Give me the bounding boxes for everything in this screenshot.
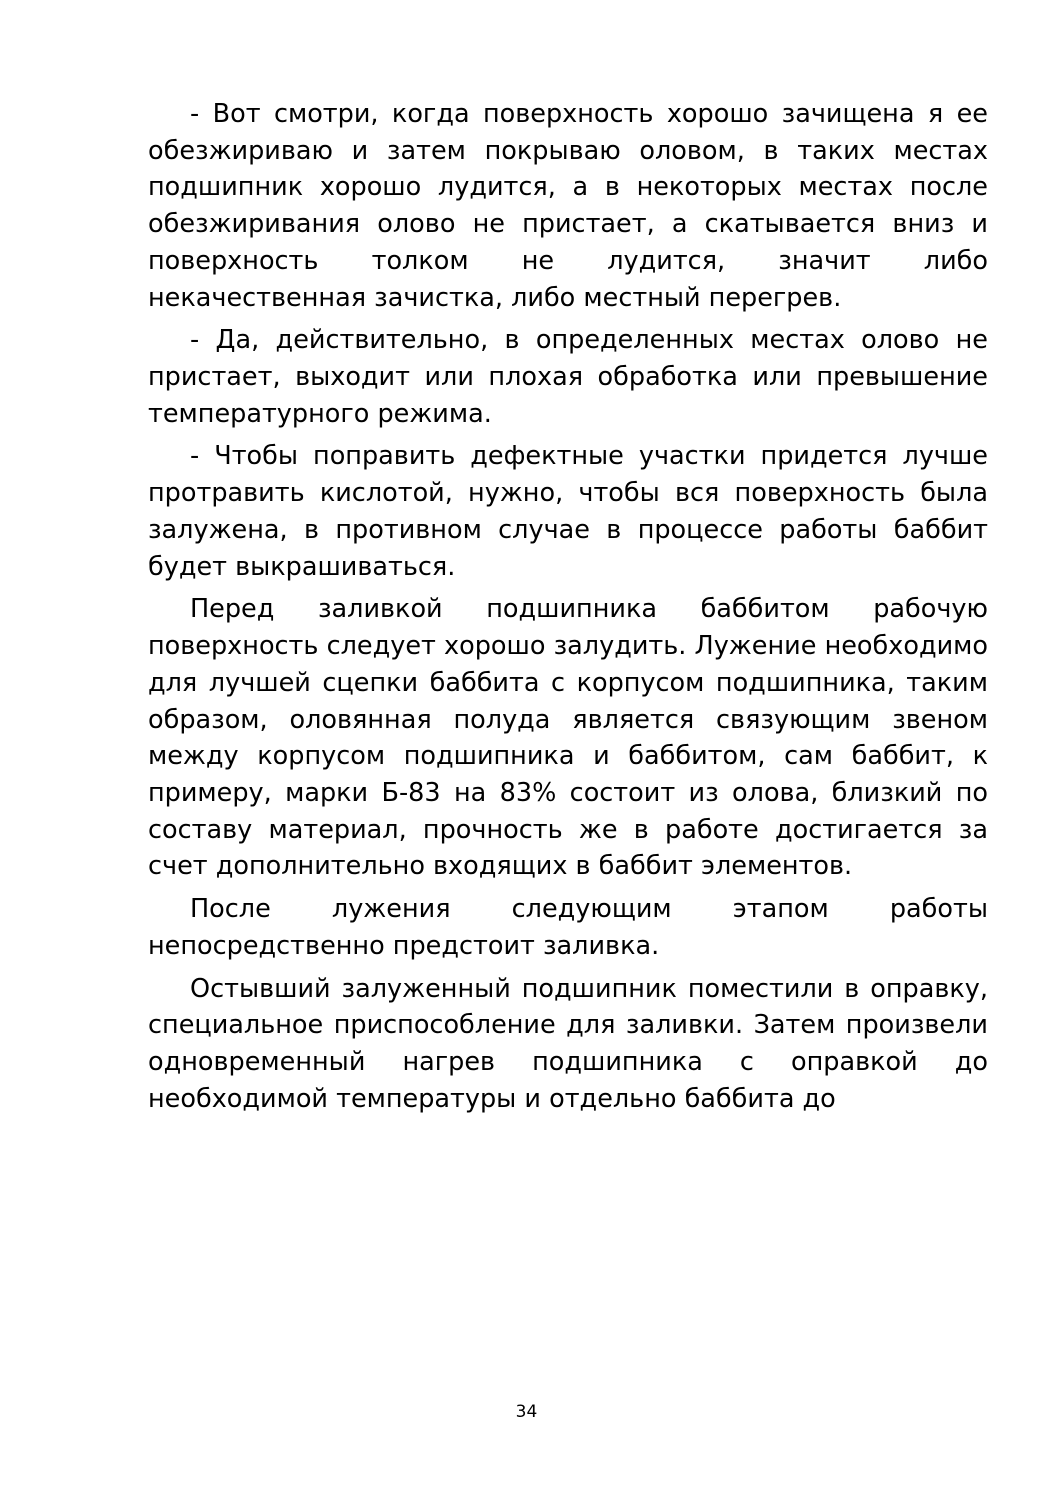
paragraph: Перед заливкой подшипника баббитом рабочую поверхность следует хорошо залудить. Лужение необходимо для лучшей сцепки баббита с корпусом подшипника, таким образом, оловянная полуда является связующим звеном между корпусом подшипника и баббитом, сам баббит, к примеру, марки Б-83 на 83% состоит из олова, близкий по составу материал, прочность же в работе достигается за счет дополнительно входящих в баббит элементов. [148, 594, 988, 882]
paragraph: - Вот смотри, когда поверхность хорошо зачищена я ее обезжириваю и затем покрываю оловом, в таких местах подшипник хорошо лудится, а в некоторых местах после обезжиривания олово не пристает, а скатывается вниз и поверхность толком не лудится, значит либо некачественная зачистка, либо местный перегрев. [148, 99, 988, 313]
paragraph: Остывший залуженный подшипник поместили в оправку, специальное приспособление для заливки. Затем произвели одновременный нагрев подшипника с оправкой до необходимой температуры и отдельно баббита до [148, 973, 988, 1114]
paragraph: - Да, действительно, в определенных местах олово не пристает, выходит или плохая обработка или превышение температурного режима. [148, 325, 988, 429]
page-number: 34 [515, 1402, 538, 1422]
page-body [148, 96, 988, 1117]
paragraph: После лужения следующим этапом работы непосредственно предстоит заливка. [148, 894, 988, 961]
paragraph: - Чтобы поправить дефектные участки придется лучше протравить кислотой, нужно, чтобы вся поверхность была залужена, в противном случае в процессе работы баббит будет выкрашиваться. [148, 441, 988, 582]
